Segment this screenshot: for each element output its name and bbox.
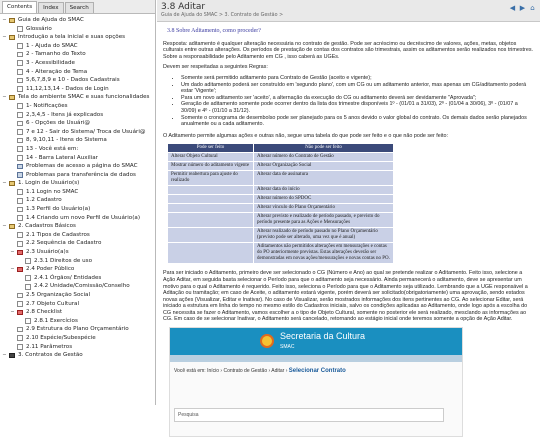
culture-logo-icon <box>260 334 274 348</box>
next-arrow-icon[interactable]: ▶ <box>519 4 526 12</box>
tree-item[interactable] <box>0 231 155 240</box>
page-icon <box>17 146 23 152</box>
page-icon <box>17 43 23 49</box>
page-icon <box>25 275 31 281</box>
table-row <box>168 171 394 186</box>
page-icon <box>17 335 23 341</box>
tree-item[interactable] <box>0 308 155 317</box>
table-cell: Alterar número do Contrato de Gestão <box>254 153 394 162</box>
tree-item-label: 2.8.1 Exercícios <box>34 317 78 324</box>
table-cell <box>168 228 254 243</box>
folder-icon <box>17 250 23 256</box>
page-icon <box>17 60 23 66</box>
table-cell: Aditamentos não permitidos alterações em mensurações e contas do PO anteriormente previstas. Estas alterações deverão ser demonstradas em novas ações/mensurações e novas contas no PO. <box>254 243 394 264</box>
table-cell <box>168 186 254 195</box>
tree-item-label: 2.4.1 Órgãos/ Entidades <box>34 274 102 281</box>
table-row <box>168 186 394 195</box>
screenshot-breadcrumb-current: Selecionar Contrato <box>288 368 346 375</box>
tree-item[interactable] <box>0 274 155 283</box>
table-intro: O Aditamento permite algumas ações e outras não, segue uma tabela do que pode ser feito e o que não pode ser feito: <box>163 132 448 139</box>
page-icon <box>17 78 23 84</box>
tree-item[interactable] <box>0 291 155 300</box>
tree-item[interactable] <box>0 145 155 154</box>
table-cell: Alterar vínculo do Plano Orçamentário <box>254 204 394 213</box>
screenshot-title: Secretaria da Cultura <box>280 331 366 342</box>
tree-item-label: 2,3,4,5 - Itens já explicados <box>26 111 104 118</box>
section-heading: 3.8 Sobre Aditamento, como proceder? <box>167 28 261 34</box>
table-row <box>168 162 394 171</box>
tree-item[interactable] <box>0 188 155 197</box>
tree-item[interactable] <box>0 50 155 59</box>
table-cell: Alterar Organização Social <box>254 162 394 171</box>
list-item: • Um dado aditamento poderá ser construído em 'segundo plano', com um CG ou um aditamento anterior, mas apenas um CG/aditamento poderá estar 'Vigente'; <box>181 82 534 95</box>
topic-panel <box>157 0 540 419</box>
open-book-icon <box>9 181 15 187</box>
tree-item-label: 2.11 Parâmetros <box>26 343 73 350</box>
list-item: • Para um novo aditamento ser 'aceito', a alternação da execução do CG ou aditamento deverá ser devidamente "Aprovada"; <box>181 95 534 102</box>
column-header-not-allowed: Não pode ser feito <box>254 144 394 153</box>
home-icon[interactable]: ⌂ <box>530 4 535 12</box>
tree-item[interactable] <box>0 325 155 334</box>
book-icon <box>17 164 23 170</box>
table-cell: Alterar número do SPDOC <box>254 195 394 204</box>
tree-item[interactable] <box>0 351 155 360</box>
tree-item[interactable] <box>0 214 155 223</box>
breadcrumb[interactable]: Guia de Ajuda do SMAC > 3. Contrato de Gestão > <box>161 13 284 18</box>
tree-item-label: 1.3 Perfil do Usuário(a) <box>26 206 91 213</box>
tree-item[interactable] <box>0 222 155 231</box>
tree-item[interactable] <box>0 317 155 326</box>
table-cell: Alterar realizado de período passado no Plano Orçamentário (previsto pode ser alterado, uma vez que é anual) <box>254 228 394 243</box>
tree-item-label: 1. Login de Usuário(s) <box>18 180 80 187</box>
tree-item-label: 8, 9,10,11 - Itens do Sistema <box>26 137 107 144</box>
screenshot-search-field: Pesquisa <box>174 408 444 422</box>
tree-item[interactable] <box>0 205 155 214</box>
tree-item-label: 3 - Acessibilidade <box>26 59 75 66</box>
tree-item[interactable] <box>0 171 155 180</box>
tree-item-label: 2.8 Checklist <box>26 309 63 316</box>
collapse-toggle-icon[interactable]: − <box>2 352 7 359</box>
tree-item[interactable] <box>0 59 155 68</box>
page-icon <box>17 138 23 144</box>
list-item: • Somente o cronograma de desembolso pode ser planejado para os 5 anos devido o valor global do contrato. Os demais dados serão planejados anualmente ou a cada aditamento. <box>181 115 534 128</box>
table-cell: Alterar data de assinatura <box>254 171 394 186</box>
table-cell <box>168 243 254 264</box>
topic-navigation <box>509 4 536 12</box>
tree-item[interactable] <box>0 93 155 102</box>
tree-item-label: Problemas para transferência de dados <box>26 171 136 178</box>
folder-icon <box>17 310 23 316</box>
tree-item-label: 6 - Opções de Usuári@ <box>26 120 90 127</box>
collapse-toggle-icon[interactable]: − <box>10 266 15 273</box>
tree-item[interactable] <box>0 154 155 163</box>
tree-item-label: 2.1 Tipos de Cadastros <box>26 231 90 238</box>
page-icon <box>17 52 23 58</box>
tab-search[interactable]: Search <box>65 2 94 13</box>
collapse-toggle-icon[interactable]: − <box>2 17 7 23</box>
tree-item[interactable] <box>0 111 155 120</box>
help-navigation-panel <box>0 0 156 405</box>
column-header-allowed: Pode ser feito <box>168 144 254 153</box>
page-icon <box>17 293 23 299</box>
tree-item-label: 2.9 Estrutura do Plano Orçamentário <box>26 326 129 333</box>
tree-item[interactable] <box>0 179 155 188</box>
screenshot-header-bar <box>170 328 462 355</box>
table-row <box>168 204 394 213</box>
table-body <box>168 153 394 264</box>
page-icon <box>17 232 23 238</box>
tree-item-label: 13 - Você está em: <box>26 145 79 152</box>
tree-item-label: 2 - Tamanho do Texto <box>26 51 86 58</box>
topic-content <box>157 22 540 437</box>
collapse-toggle-icon[interactable]: − <box>10 309 15 316</box>
page-icon <box>17 155 23 161</box>
rules-list <box>181 75 534 128</box>
tree-item-label: Glossário <box>26 25 52 32</box>
page-icon <box>17 26 23 32</box>
page-icon <box>17 327 23 333</box>
tree-item[interactable] <box>0 42 155 51</box>
procedure-paragraph: Para ser iniciado o Aditamento, primeiro deve ser selecionado o CG (Número e Ano) ao qual se pretende realizar o Aditamento. Feito isso, selecione a Ação Aditar, em seguida basta selecionar o Período para que o aditamento seja necessário. Ainda permanecerá o aditamento, deve se apresentar um motivo para o qual o Aditamento é requerido. Feito isso, seleciona o Período para que o Aditamento seja utilizado. Lembrando que a UGE responsável a Aditação ou tramitação; em caso de Aceite, o aditamento estará vigente, porém deverá ser solicitado(obrigatoriamente) uma aprovação, sendo estados novas ações (Visualizar, Editar e Inativar). No caso de Visualizar, serão mostrados informações dos itens pertinentes ao CG. Ao selecionar Editar, será iniciado a estrutura em linha do tempo no mesmo estilo do Cadastros iniciais, salvo os condições aplicadas ao Aditamento, onde logo após a escolha do CG necessita se fazer o Aditamento, vamos escolher a o tipo de Objeto Cultural, somente no posterior ele será realizado, mesclando as informações ao CG. Em caso de se selecionar Inativar, o Aditamento será cancelado, retornando ao estágio inicial onde teremos somente a opção de Ação Aditar. <box>163 270 528 323</box>
tab-contents[interactable]: Contents <box>2 1 37 13</box>
open-book-icon <box>9 35 15 41</box>
table-cell <box>168 195 254 204</box>
tree-item-label: 2. Cadastros Básicos <box>18 223 76 230</box>
collapse-toggle-icon[interactable]: − <box>10 249 15 256</box>
screenshot-breadcrumb-prefix: Você está em: Início › Contrato de Gestão › Aditar › <box>174 368 288 375</box>
previous-arrow-icon[interactable]: ◀ <box>509 4 516 12</box>
page-icon <box>17 198 23 204</box>
table-cell: Alterar previsto e realizado de período passado, e previsto do período presente para as Ações e Mensurações <box>254 213 394 228</box>
tree-item-label: Guia de Ajuda do SMAC <box>18 17 84 23</box>
page-icon <box>25 318 31 324</box>
screenshot-subtitle: SMAC <box>280 344 295 351</box>
open-book-icon <box>9 18 15 24</box>
page-icon <box>17 86 23 92</box>
table-cell <box>168 213 254 228</box>
tree-item-label: 5,6,7,8,9 e 10 - Dados Cadastrais <box>26 77 120 84</box>
tree-item[interactable] <box>0 16 155 25</box>
tree-item[interactable] <box>0 25 155 34</box>
tree-item-label: 1.1 Login no SMAC <box>26 188 79 195</box>
tree-item[interactable] <box>0 196 155 205</box>
tree-item[interactable] <box>0 136 155 145</box>
tab-index[interactable]: Index <box>38 2 63 13</box>
page-icon <box>17 344 23 350</box>
table-row <box>168 195 394 204</box>
tree-item[interactable] <box>0 76 155 85</box>
table-cell: Alterar Objeto Cultural <box>168 153 254 162</box>
screenshot-breadcrumb <box>170 362 462 375</box>
tree-item[interactable] <box>0 300 155 309</box>
intro-paragraph: Resposta: aditamento é qualquer alteração necessária no contrato de gestão. Pode ser acréscimo ou decréscimo de valores, ações, metas, objetos culturais entre outras alterações. Os períodos de prestação de contas dos contratos são trimestrais, assim os aditamentos serão realizados nos trimestres. Sobre a responsabilidade pelo Aditamento em CG , isso caberá as UGEs. <box>163 40 534 60</box>
nav-tabs <box>0 0 155 14</box>
book-icon <box>17 172 23 178</box>
tree-item-label: 14 - Barra Lateral Auxiliar <box>26 154 98 161</box>
tree-item[interactable] <box>0 265 155 274</box>
page-icon <box>17 69 23 75</box>
tree-item[interactable] <box>0 128 155 137</box>
tree-item-label: 1.4 Criando um novo Perfil de Usuário(a) <box>26 214 140 221</box>
tree-item-label: 7 e 12 - Sair do Sistema/ Troca de Usuári@ <box>26 128 146 135</box>
table-cell <box>168 204 254 213</box>
tree-item-label: 4 - Alteração de Tema <box>26 68 88 75</box>
table-cell: Mostrar número do aditamento vigente <box>168 162 254 171</box>
page-icon <box>17 207 23 213</box>
tree-item[interactable] <box>0 68 155 77</box>
tree-item[interactable] <box>0 162 155 171</box>
table-row <box>168 153 394 162</box>
collapse-toggle-icon[interactable]: − <box>2 180 7 187</box>
tree-item[interactable] <box>0 102 155 111</box>
tree-item[interactable] <box>0 33 155 42</box>
tree-item[interactable] <box>0 282 155 291</box>
tree-item-label: 2.2 Sequência de Cadastro <box>26 240 102 247</box>
tree-item-label: 2.10 Espécie/Subespécie <box>26 334 96 341</box>
tree-item[interactable] <box>0 239 155 248</box>
page-icon <box>17 215 23 221</box>
tree-item-label: 2.3.1 Direitos de uso <box>34 257 93 264</box>
tree-item-label: 1 - Ajuda do SMAC <box>26 42 78 49</box>
tree-item-label: 2.3 Usuário(a)s <box>26 249 69 256</box>
page-icon <box>17 129 23 135</box>
tree-item-label: 1- Notificações <box>26 102 68 109</box>
tree-item-label: Tela do ambiente SMAC e suas funcionalidades <box>18 94 150 101</box>
rules-intro: Devem ser respeitadas a seguintes Regras: <box>163 64 268 71</box>
tree-item[interactable] <box>0 257 155 266</box>
tree-item-label: 3. Contratos de Gestão <box>18 352 83 359</box>
table-cell: Alterar data do início <box>254 186 394 195</box>
page-icon <box>17 121 23 127</box>
tree-item-label: 11,12,13,14 - Dados de Login <box>26 85 109 92</box>
list-item: • Geração de aditamento somente pode ocorrer dentro da lista dos trimestre disponíveis 1º - (01/01 a 31/03), 2º - (01/04 a 30/06), 3º - (01/07 a 30/09) e 4º - (01/10 a 31/12). <box>181 101 534 114</box>
tree-item[interactable] <box>0 343 155 352</box>
page-icon <box>17 189 23 195</box>
collapse-toggle-icon[interactable]: − <box>2 34 7 41</box>
table-row <box>168 213 394 228</box>
collapse-toggle-icon[interactable]: − <box>2 223 7 230</box>
page-icon <box>17 112 23 118</box>
page-icon <box>17 241 23 247</box>
system-screenshot <box>169 327 463 437</box>
page-icon <box>17 301 23 307</box>
table-header-row <box>168 144 394 153</box>
page-icon <box>25 258 31 264</box>
table-row <box>168 243 394 264</box>
tree-item-label: Problemas de acesso a página do SMAC <box>26 163 138 170</box>
topic-header <box>157 0 540 22</box>
book-icon <box>9 353 15 359</box>
tree-item-label: 2.5 Organização Social <box>26 292 91 298</box>
open-book-icon <box>9 95 15 101</box>
contents-tree <box>0 14 155 360</box>
tree-item[interactable] <box>0 85 155 94</box>
table-row <box>168 228 394 243</box>
tree-item-label: 2.7 Objeto Cultural <box>26 300 80 307</box>
open-book-icon <box>9 224 15 230</box>
tree-item-label: 2.4 Poder Público <box>26 266 75 273</box>
folder-icon <box>17 267 23 273</box>
tree-item[interactable] <box>0 248 155 257</box>
tree-item[interactable] <box>0 334 155 343</box>
page-icon <box>25 284 31 290</box>
tree-item[interactable] <box>0 119 155 128</box>
list-item: • Somente será permitido aditamento para Contrato de Gestão (aceito e vigente); <box>181 75 534 82</box>
table-cell: Permitir reabertura para ajuste do realizado <box>168 171 254 186</box>
page-icon <box>17 103 23 109</box>
page-title: 3.8 Aditar <box>161 2 206 12</box>
collapse-toggle-icon[interactable]: − <box>2 94 7 101</box>
screenshot-toolbar-strip <box>170 355 462 362</box>
permissions-table <box>167 143 394 264</box>
tree-item-label: 1.2 Cadastro <box>26 197 62 204</box>
tree-item-label: 2.4.2 Unidade/Comissão/Conselho <box>34 283 130 290</box>
tree-item-label: Introdução a tela inicial e suas opções <box>18 34 126 41</box>
